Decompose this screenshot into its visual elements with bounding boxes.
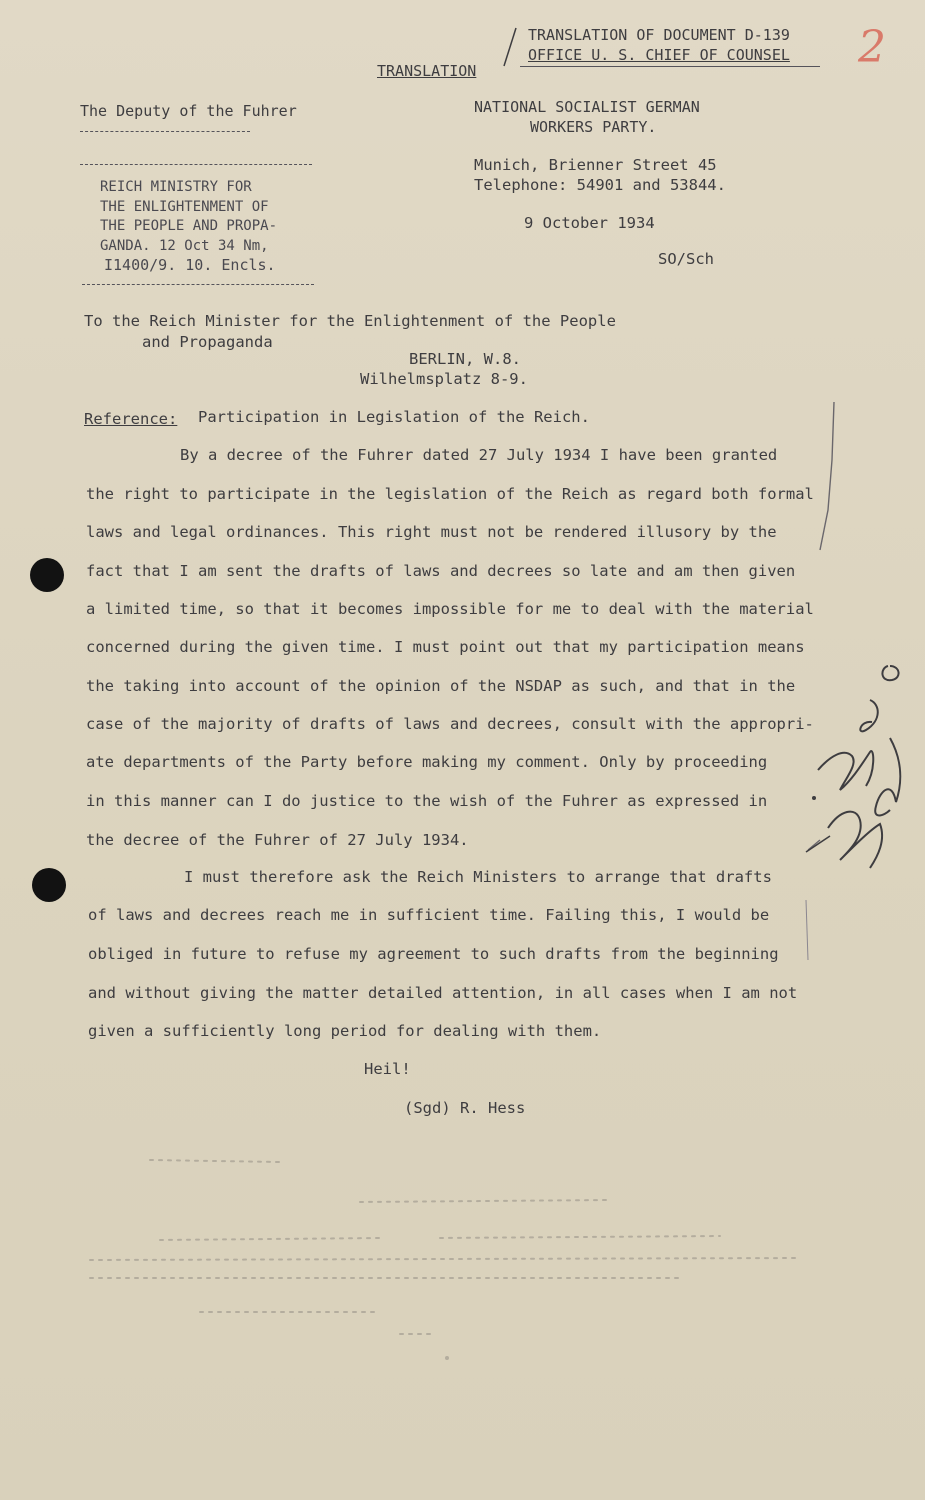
doc-ref-line2: OFFICE U. S. CHIEF OF COUNSEL bbox=[528, 46, 790, 64]
doc-ref-line1: TRANSLATION OF DOCUMENT D-139 bbox=[528, 26, 790, 44]
stamp-line3: THE PEOPLE AND PROPA- bbox=[100, 218, 278, 234]
address-line1: Munich, Brienner Street 45 bbox=[474, 156, 717, 174]
reference-text: Participation in Legislation of the Reich. bbox=[198, 408, 590, 426]
party-line2: WORKERS PARTY. bbox=[530, 118, 657, 136]
stamp-line1: REICH MINISTRY FOR bbox=[100, 179, 252, 195]
body-line: I must therefore ask the Reich Ministers to arrange that drafts bbox=[184, 868, 772, 886]
body-line: ate departments of the Party before making my comment. Only by proceeding bbox=[86, 753, 768, 771]
file-reference: SO/Sch bbox=[658, 250, 714, 268]
punch-hole bbox=[32, 868, 66, 902]
stamp-rule-top bbox=[80, 164, 312, 165]
body-line: the right to participate in the legislation of the Reich as regard both formal bbox=[86, 485, 814, 503]
body-line: laws and legal ordinances. This right must not be rendered illusory by the bbox=[86, 523, 777, 541]
body-line: concerned during the given time. I must point out that my participation means bbox=[86, 638, 805, 656]
page-number: 2 bbox=[858, 22, 886, 73]
bleed-through-marks bbox=[80, 1150, 840, 1370]
punch-hole bbox=[30, 558, 64, 592]
body-line: case of the majority of drafts of laws and decrees, consult with the appropri- bbox=[86, 715, 814, 733]
party-line1: NATIONAL SOCIALIST GERMAN bbox=[474, 98, 700, 116]
body-line: of laws and decrees reach me in sufficient time. Failing this, I would be bbox=[88, 906, 770, 924]
stamp-line2: THE ENLIGHTENMENT OF bbox=[100, 198, 269, 215]
doc-ref-rule bbox=[520, 66, 820, 67]
sender-title: The Deputy of the Fuhrer bbox=[80, 102, 297, 120]
recipient-line2: and Propaganda bbox=[142, 333, 273, 351]
handwritten-annotation bbox=[800, 660, 915, 890]
translation-heading: TRANSLATION bbox=[377, 62, 477, 80]
body-line: By a decree of the Fuhrer dated 27 July 1934 I have been granted bbox=[180, 446, 778, 464]
sender-rule bbox=[80, 131, 250, 132]
body-line: and without giving the matter detailed attention, in all cases when I am not bbox=[88, 984, 798, 1002]
reference-label: Reference: bbox=[84, 410, 178, 428]
stamp-rule-bottom bbox=[82, 284, 314, 285]
body-line: the decree of the Fuhrer of 27 July 1934. bbox=[86, 831, 469, 849]
signature: (Sgd) R. Hess bbox=[404, 1099, 526, 1117]
body-line: given a sufficiently long period for dealing with them. bbox=[88, 1022, 602, 1040]
body-line: a limited time, so that it becomes impossible for me to deal with the material bbox=[86, 600, 814, 618]
stamp-line4: GANDA. 12 Oct 34 Nm, bbox=[100, 237, 269, 254]
recipient-line3: BERLIN, W.8. bbox=[409, 350, 521, 368]
recipient-line4: Wilhelmsplatz 8-9. bbox=[360, 370, 528, 388]
body-line: obliged in future to refuse my agreement to such drafts from the beginning bbox=[88, 945, 779, 963]
body-line: in this manner can I do justice to the wish of the Fuhrer as expressed in bbox=[86, 792, 768, 810]
letter-date: 9 October 1934 bbox=[524, 214, 655, 232]
body-line: fact that I am sent the drafts of laws and decrees so late and am then given bbox=[86, 562, 796, 580]
address-line2: Telephone: 54901 and 53844. bbox=[474, 176, 726, 194]
closing: Heil! bbox=[364, 1060, 411, 1078]
receipt-stamp bbox=[100, 178, 277, 276]
body-line: the taking into account of the opinion of the NSDAP as such, and that in the bbox=[86, 677, 796, 695]
slash-mark bbox=[500, 26, 520, 70]
stamp-line5: I1400/9. 10. Encls. bbox=[104, 256, 276, 274]
recipient-line1: To the Reich Minister for the Enlightenment of the People bbox=[84, 312, 616, 330]
